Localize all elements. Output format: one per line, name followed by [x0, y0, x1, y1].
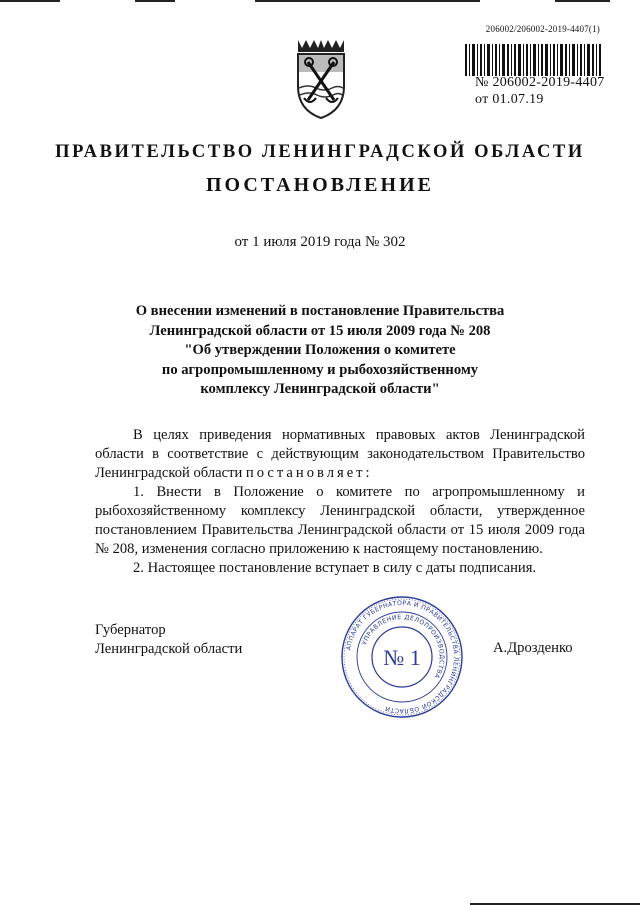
scan-edge-line [255, 0, 480, 2]
seal-inner-text: УПРАВЛЕНИЕ ДЕЛОПРОИЗВОДСТВА [361, 613, 446, 680]
scan-edge-line [555, 0, 610, 2]
decree-word: постановляет: [245, 465, 373, 481]
document-id: 206002/206002-2019-4407(1) [485, 24, 600, 34]
government-title: ПРАВИТЕЛЬСТВО ЛЕНИНГРАДСКОЙ ОБЛАСТИ [55, 142, 585, 162]
registration-number: № 206002-2019-4407 [475, 75, 605, 90]
registration-date: от 01.07.19 [475, 92, 544, 107]
seal-number: № 1 [383, 645, 421, 670]
subject-line: по агропромышленному и рыбохозяйственному [161, 361, 479, 378]
position-line: Губернатор [95, 622, 166, 638]
item-1-paragraph: 1. Внести в Положение о комитете по агропромышленному и рыбохозяйственному комплексу Ленинградской области, утвержденное постановлением Правительства Ленинградской области от 15 июля 2009 года № 208, изменения согласно приложению к настоящему постановлению. [95, 484, 585, 557]
barcode-icon [463, 44, 603, 76]
scan-edge-line [135, 0, 175, 2]
subject-line: Ленинградской области от 15 июля 2009 года № 208 [149, 322, 491, 339]
document-subject [100, 302, 540, 400]
coat-of-arms-icon [290, 38, 352, 120]
seal-outer-text: АППАРАТ ГУБЕРНАТОРА И ПРАВИТЕЛЬСТВА ЛЕНИНГРАДСКОЙ ОБЛАСТИ [345, 599, 460, 715]
registration-block [475, 74, 605, 108]
official-seal-stamp [340, 595, 464, 719]
signatory-position [95, 621, 242, 659]
document-date-number: от 1 июля 2019 года № 302 [234, 234, 406, 250]
subject-line: О внесении изменений в постановление Правительства [135, 303, 505, 319]
subject-line: комплексу Ленинградской области" [200, 381, 440, 397]
scan-edge-line [0, 0, 60, 2]
item-2-paragraph: 2. Настоящее постановление вступает в силу с даты подписания. [133, 560, 537, 576]
document-body [95, 426, 585, 578]
position-line: Ленинградской области [95, 641, 243, 657]
signatory-name: А.Дрозденко [493, 640, 573, 656]
intro-text: В целях приведения нормативных правовых актов Ленинградской области в соответствие с действующим законодательством Правительство Ленинградской области [95, 427, 585, 481]
document-type: ПОСТАНОВЛЕНИЕ [206, 174, 434, 196]
intro-paragraph [95, 426, 585, 483]
subject-line: "Об утверждении Положения о комитете [184, 342, 456, 358]
